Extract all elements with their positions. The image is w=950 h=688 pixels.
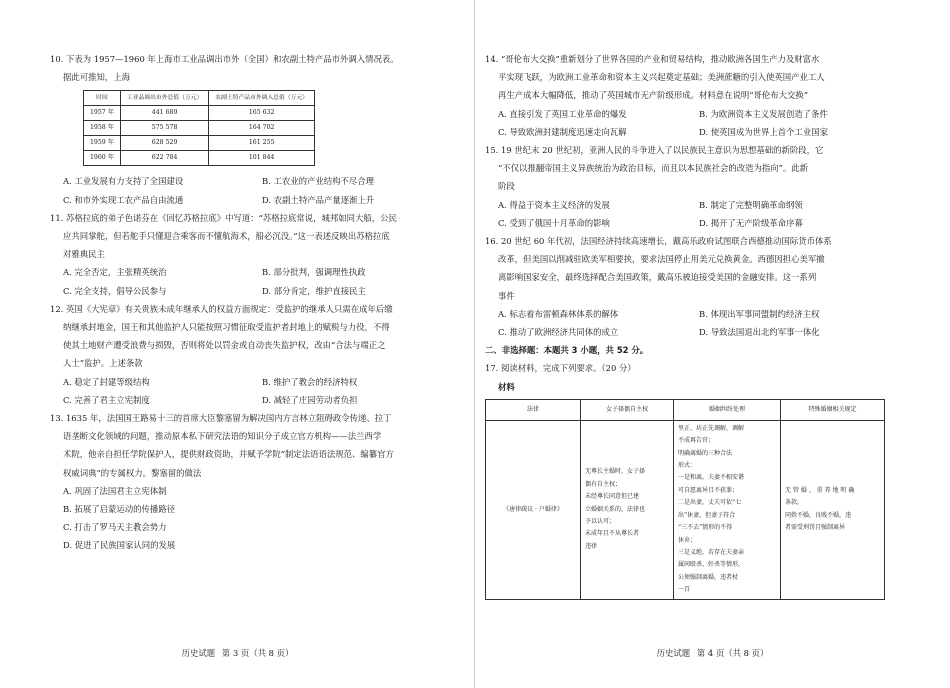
cell-line: 属间殴杀、奸杀等情形， [678,561,745,569]
q17-law-cell: 《唐律疏议 · 户婚律》 [486,420,581,599]
q14-stem-line: 平实现飞跃，为欧洲工业革命和资本主义兴起奠定基础；美洲蔗糖的引入使英国产业工人 [498,72,825,83]
q10-table-header-row [84,91,315,106]
option-b[interactable]: B. 为欧洲资本主义发展创造了条件 [699,108,828,119]
table-cell: 1957 年 [84,106,121,121]
cell-line: 休弃； [678,536,697,544]
q11-options [50,263,461,299]
q14-stem-line: 14. “哥伦布大交换”重新划分了世界各国的产业和贸易结构，推动欧洲各国生产力及财富水 [485,54,820,64]
option-d[interactable]: D. 减轻了庄园劳动者负担 [262,394,358,405]
cell-line: 未成年且不从尊长者 [585,530,640,538]
q17-header-special: 特殊婚姻相关规定 [781,399,885,420]
option-c[interactable]: C. 打击了罗马天主教会势力 [63,522,167,533]
q17-header-choice: 女子择偶自主权 [581,399,674,420]
q10-header-industrial: 工业品调出市外总值（万元） [120,91,208,106]
q12-options [50,373,461,409]
q13-stem-line: 权威词典”的专属权力。黎塞留的做法 [63,467,202,478]
cell-line: 予以认可； [585,517,616,525]
question-16 [485,232,900,341]
option-b[interactable]: B. 部分批判，强调理性执政 [262,267,366,278]
cell-line: 公须强制离婚，违者杖 [678,573,739,581]
q13-stem-line: 术院，他亲自担任学院保护人，提供财政资助，并赋予学院“制定法语语法规范、编纂官方 [63,449,394,460]
cell-line: 无 管 婚 、 重 养 地 明 确 [785,486,855,494]
option-a[interactable]: A. 得益于资本主义经济的发展 [498,199,610,210]
cell-line: 三是义绝，若存在夫妻亲 [678,548,745,556]
footer-page-number: 第 3 页（共 8 页） [221,648,294,658]
table-cell: 1958 年 [84,121,121,136]
cell-line: 里正、坊正先调解，调解 [678,424,745,432]
option-d[interactable]: D. 农副土特产品产量逐渐上升 [262,194,375,205]
q17-header-dispute: 婚姻纠纷处理 [674,399,781,420]
q10-header-year: 时间 [84,91,121,106]
q16-stem-line: 事件 [498,290,515,301]
q10-header-agricultural: 农副土特产品市外调入总值（万元） [209,91,315,106]
cell-line: 不成再告官； [678,437,715,445]
option-b[interactable]: B. 拓展了启蒙运动的传播路径 [63,504,175,515]
cell-line: 立婚姻关系的，法律也 [585,505,646,513]
option-d[interactable]: D. 促进了民族国家认同的发展 [63,540,176,551]
cell-line: 未经尊长同意但已建 [585,493,640,501]
q10-options [50,172,461,208]
q12-stem-line: 人士”监护。上述条款 [63,358,143,369]
cell-line: 无尊长主婚时，女子择 [585,468,646,476]
cell-line: 出”休妻，但妻子符合 [678,511,736,519]
q16-stem-line: 改革，但美国以削减驻欧美军相要挟，要求法国停止用美元兑换黄金。西德因担心美军撤 [498,254,825,265]
table-cell: 1960 年 [84,151,121,166]
option-a[interactable]: A. 稳定了封建等级结构 [63,376,150,387]
cell-line: 一百 [678,586,691,594]
question-13 [50,409,461,555]
table-cell: 165 632 [209,106,315,121]
q11-stem-line: 11. 苏格拉底的弟子色诺芬在《回忆苏格拉底》中写道：“苏格拉底常说，城邦如同大船，公民 [50,212,397,223]
q12-stem-line: 纳继承封地金，国王和其他监护人只能按照习惯征取受监护者封地上的赋税与力役，不得 [63,322,390,333]
q17-special-cell [781,420,885,599]
option-a[interactable]: A. 巩固了法国君主立宪体制 [63,485,167,496]
table-row [84,136,315,151]
cell-line: 同姓不婚，良贱不婚，违 [785,511,852,519]
q15-stem-line: 阶段 [498,181,515,192]
table-cell: 1959 年 [84,136,121,151]
table-cell: 622 784 [120,151,208,166]
section-heading: 二、非选择题：本题共 3 小题，共 52 分。 [485,345,649,356]
cell-line: 偶有自主权； [585,480,622,488]
left-page-footer [0,647,475,659]
option-b[interactable]: B. 工农业的产业结构不尽合理 [262,176,374,187]
q17-material-table [485,399,885,600]
option-c[interactable]: C. 完善了君主立宪制度 [63,394,150,405]
question-14 [485,50,900,141]
left-page-content [50,50,461,555]
footer-subject: 历史试题 [656,648,691,658]
q10-stem-line1: 10. 下表为 1957—1960 年上海市工业品调出市外（全国）和农副土特产品市外调入情况表。 [50,54,399,64]
option-d[interactable]: D. 部分肯定，维护直接民主 [262,285,366,296]
q14-stem-line: 再生产成本大幅降低，推动了英国城市无产阶级形成。材料意在说明“哥伦布大交换” [498,90,809,101]
right-page-content [485,50,900,600]
table-cell: 575 578 [120,121,208,136]
option-c[interactable]: C. 和市外实现工农产品自由流通 [63,194,184,205]
option-c[interactable]: C. 完全支持，倡导公民参与 [63,285,167,296]
table-row [84,121,315,136]
right-page [475,0,950,688]
q13-stem-line: 13. 1635 年，法国国王路易十三的首席大臣黎塞留为解决国内方言林立阻碍政令传递、拉丁 [50,413,392,424]
option-b[interactable]: B. 体现出军事同盟制约经济主权 [699,308,820,319]
question-10 [50,50,461,209]
footer-page-number: 第 4 页（共 8 页） [696,648,769,658]
q15-stem-line: “不仅以推翻帝国主义异族统治为政治目标，而且以本民族社会的改造为指向”。此新 [498,163,809,174]
question-17 [485,359,900,599]
option-c[interactable]: C. 推动了欧洲经济共同体的成立 [498,327,619,338]
q17-table-header-row [486,399,885,420]
option-c[interactable]: C. 受到了俄国十月革命的影响 [498,217,610,228]
table-cell: 161 255 [209,136,315,151]
question-12 [50,300,461,409]
option-b[interactable]: B. 制定了完整明确革命纲领 [699,199,803,210]
q12-stem-line: 12. 英国《大宪章》有关贵族未成年继承人的权益方面规定：受监护的继承人只需在成年后缴 [50,303,393,314]
q17-dispute-cell [674,420,781,599]
q10-data-table [83,90,315,166]
q15-options [485,196,900,232]
cell-line: “三不去”情形的不得 [678,524,733,532]
q16-stem-line: 离影响国家安全，最终选择配合美国政策，戴高乐被迫接受美国的金融安排。这一系列 [498,272,817,283]
q17-stem: 17. 阅读材料，完成下列要求。（20 分） [485,363,636,374]
cell-line: 条款。 [785,499,804,507]
question-15 [485,141,900,232]
option-d[interactable]: D. 揭开了无产阶级革命序幕 [699,217,803,228]
table-cell: 628 529 [120,136,208,151]
q10-stem-line2: 据此可推知，上海 [63,72,130,83]
option-b[interactable]: B. 维护了教会的经济特权 [262,376,358,387]
option-d[interactable]: D. 使英国成为世界上首个工业国家 [699,126,828,137]
option-a[interactable]: A. 标志着布雷顿森林体系的解体 [498,308,619,319]
cell-line: 一是和离，夫妻不相安谐 [678,474,745,482]
cell-line: 可自愿离异且不获罪； [678,486,739,494]
table-row [486,420,885,599]
q16-stem-line: 16. 20 世纪 60 年代初，法国经济持续高速增长，戴高乐政府试图联合西德推动国际货币体系 [485,236,832,247]
table-cell: 101 844 [209,151,315,166]
q17-material-label: 材料 [498,381,515,392]
table-cell: 441 689 [120,106,208,121]
option-c[interactable]: C. 导致欧洲封建制度迅速走向瓦解 [498,126,627,137]
cell-line: 明确离婚的三种合法 [678,449,733,457]
q12-stem-line: 使其土地财产遭受浪费与损毁，否则将处以罚金或自动丧失监护权，改由“合法与端正之 [63,340,386,351]
right-page-footer [475,647,950,659]
q13-stem-line: 语垄断文化领域的问题，推动原本私下研究法语的知识分子成立官方机构——法兰西学 [63,431,382,442]
cell-line: 形式： [678,462,697,470]
footer-subject: 历史试题 [181,648,216,658]
q11-stem-line: 应共同掌舵，但若舵手只懂迎合乘客而不懂航海术，船必沉没。”这一表述反映出苏格拉底 [63,231,390,242]
table-cell: 164 702 [209,121,315,136]
option-a[interactable]: A. 完全否定，主张精英统治 [63,267,167,278]
q17-choice-cell [581,420,674,599]
option-a[interactable]: A. 直接引发了英国工业革命的爆发 [498,108,627,119]
table-row [84,151,315,166]
q11-stem-line: 对雅典民主 [63,249,105,260]
q15-stem-line: 15. 19 世纪末 20 世纪初，亚洲人民的斗争进入了以民族民主意识为思想基础的新阶段，它 [485,145,824,156]
cell-line: 违律 [585,542,598,550]
q16-options [485,305,900,341]
table-row [84,106,315,121]
q14-options [485,105,900,141]
q17-header-law: 法律 [486,399,581,420]
option-a[interactable]: A. 工业发展有力支持了全国建设 [63,176,184,187]
cell-line: 者需受刑罚且强制离异 [785,524,846,532]
cell-line: 二是出妻，丈夫可依“七 [678,499,742,507]
option-d[interactable]: D. 导致法国退出北约军事一体化 [699,327,820,338]
question-11 [50,209,461,300]
